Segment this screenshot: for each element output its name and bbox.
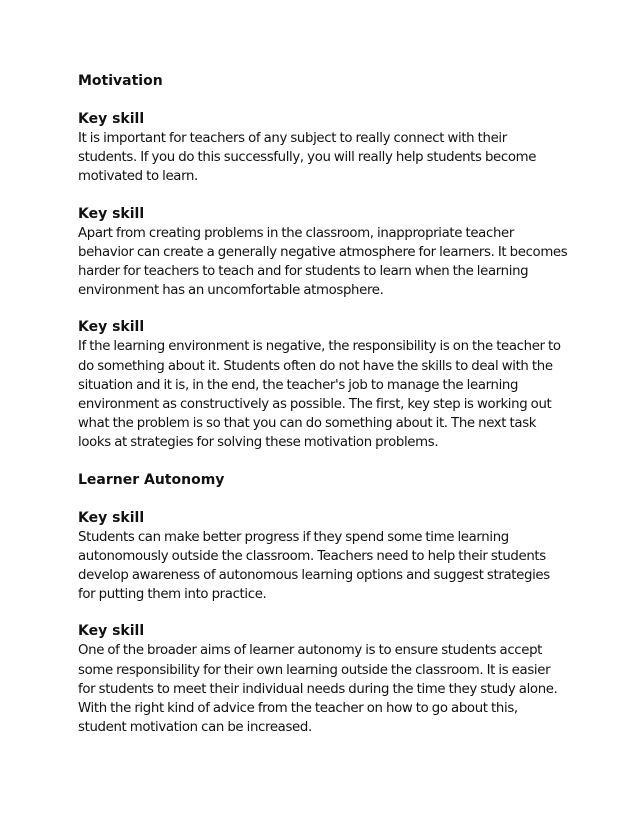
spacer — [78, 91, 568, 110]
section-heading-learner-autonomy: Learner Autonomy — [78, 471, 225, 488]
key-skill-label: Key skill — [78, 111, 145, 127]
document-page — [78, 72, 568, 755]
key-skill-block — [78, 622, 568, 737]
key-skill-block — [78, 318, 568, 452]
key-skill-block — [78, 205, 568, 301]
key-skill-text: Students can make better progress if they spend some time learning autonomously outside the classroom. Teachers need to help their students develop awareness of autonomous learning options and suggest strategies for putting them into practice. — [78, 529, 550, 603]
key-skill-text: Apart from creating problems in the classroom, inappropriate teacher behavior can create a generally negative atmosphere for learners. It becomes harder for teachers to teach and for students to learn when the learning environment has an uncomfortable atmosphere. — [78, 225, 568, 299]
key-skill-text: One of the broader aims of learner autonomy is to ensure students accept some responsibility for their own learning outside the classroom. It is easier for students to meet their individual needs during the time they study alone. With the right kind of advice from the teacher on how to go about this, student motivation can be increased. — [78, 643, 558, 736]
spacer — [78, 490, 568, 509]
key-skill-block — [78, 110, 568, 187]
section-heading-motivation: Motivation — [78, 73, 163, 89]
key-skill-label: Key skill — [78, 319, 145, 336]
key-skill-label: Key skill — [78, 623, 145, 640]
key-skill-label: Key skill — [78, 205, 145, 222]
key-skill-text: If the learning environment is negative, the responsibility is on the teacher to do something about it. Students often do not have the skills to deal with the situation and it is, in the end, the teacher's job to manage the learning environment as constructively as possible. The first, key step is working out what the problem is so that you can do something about it. The next task looks at strategies for solving these motivation problems. — [78, 339, 561, 451]
key-skill-text: It is important for teachers of any subject to really connect with their students. If you do this successfully, you will really help students become motivated to learn. — [78, 131, 537, 185]
key-skill-label: Key skill — [78, 509, 145, 526]
key-skill-block — [78, 509, 568, 605]
